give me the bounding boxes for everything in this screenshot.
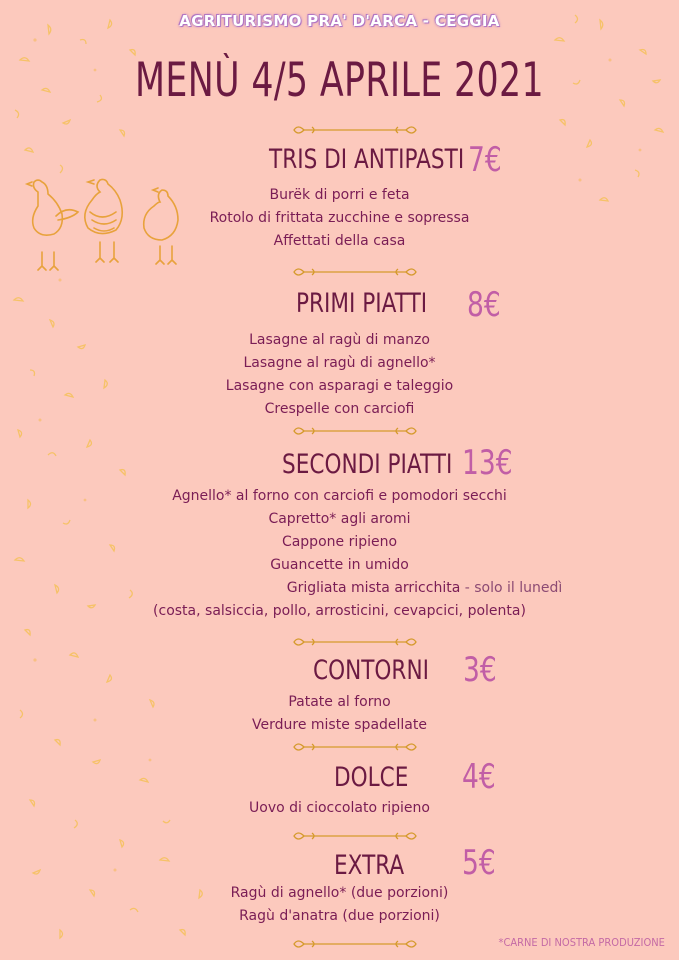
section-price-extra: 5€ (462, 843, 496, 883)
menu-item: Guancette in umido (270, 557, 409, 573)
menu-item: Agnello* al forno con carciofi e pomodori secchi (172, 488, 507, 504)
section-items-contorni (0, 691, 679, 737)
section-items-antipasti (0, 184, 679, 253)
menu-item (0, 577, 679, 600)
ornamental-divider-icon (290, 265, 420, 279)
ornamental-divider-icon (290, 635, 420, 649)
ornamental-divider-icon (290, 424, 420, 438)
section-price-primi: 8€ (467, 285, 501, 325)
ornamental-divider-icon (290, 740, 420, 754)
ornamental-divider-icon (290, 123, 420, 137)
section-price-secondi: 13€ (462, 443, 513, 483)
menu-item: Crespelle con carciofi (264, 401, 415, 417)
menu-item: (costa, salsiccia, pollo, arrosticini, cevapcici, polenta) (153, 603, 526, 619)
section-items-primi (0, 329, 679, 421)
grill-availability-note: - solo il lunedì (460, 580, 563, 596)
farm-header: AGRITURISMO PRA' D'ARCA - CEGGIA (179, 12, 500, 30)
footnote: *CARNE DI NOSTRA PRODUZIONE (498, 936, 665, 949)
menu-item: Ragù di agnello* (due porzioni) (230, 885, 449, 901)
menu-item: Lasagne con asparagi e taleggio (225, 378, 454, 394)
menu-item: Burëk di porri e feta (269, 187, 410, 203)
menu-item: Uovo di cioccolato ripieno (249, 800, 430, 816)
menu-item: Verdure miste spadellate (252, 717, 427, 733)
section-price-dolce: 4€ (462, 757, 496, 797)
menu-title: MENÙ 4/5 APRILE 2021 (134, 53, 545, 108)
ornamental-divider-icon (290, 937, 420, 951)
ornamental-divider-icon (290, 829, 420, 843)
menu-item: Affettati della casa (273, 233, 406, 249)
section-items-dolce (0, 797, 679, 820)
menu-item: Patate al forno (288, 694, 391, 710)
menu-item: Ragù d'anatra (due porzioni) (239, 908, 440, 924)
menu-item: Cappone ripieno (281, 534, 398, 550)
menu-item: Lasagne al ragù di agnello* (243, 355, 436, 371)
section-title-extra: EXTRA (334, 850, 405, 881)
section-title-dolce: DOLCE (334, 762, 409, 793)
section-title-primi: PRIMI PIATTI (296, 288, 428, 319)
section-title-antipasti: TRIS DI ANTIPASTI (269, 144, 465, 175)
section-items-secondi (0, 485, 679, 623)
section-items-extra (0, 882, 679, 928)
grill-item: Grigliata mista arricchita (286, 580, 461, 596)
menu-item: Capretto* agli aromi (268, 511, 411, 527)
section-price-contorni: 3€ (463, 650, 497, 690)
section-title-contorni: CONTORNI (313, 655, 429, 686)
menu-item: Lasagne al ragù di manzo (249, 332, 430, 348)
section-price-antipasti: 7€ (468, 140, 502, 180)
menu-item: Rotolo di frittata zucchine e sopressa (209, 210, 470, 226)
section-title-secondi: SECONDI PIATTI (282, 449, 453, 480)
